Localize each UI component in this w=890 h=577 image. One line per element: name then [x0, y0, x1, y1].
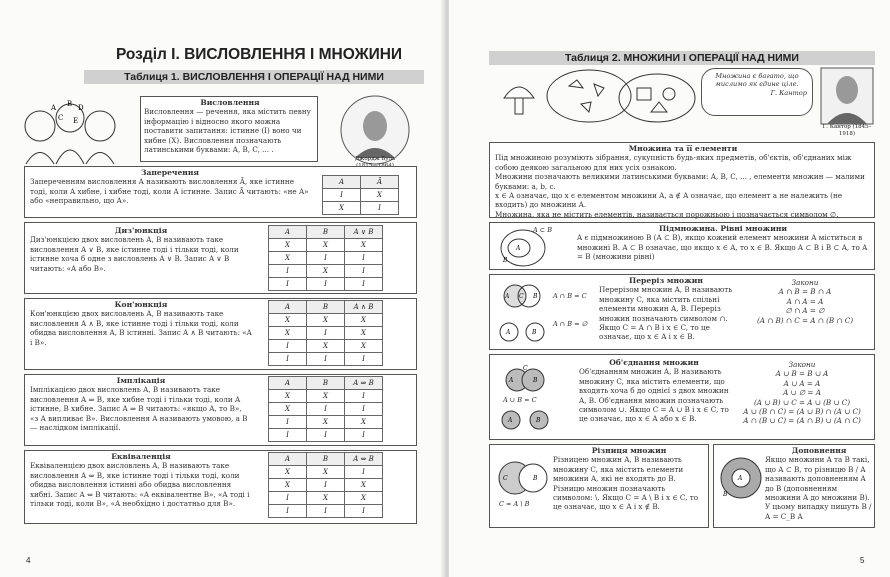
- truth-table-cell: Х: [307, 416, 345, 429]
- svg-text:E: E: [73, 117, 79, 125]
- truth-table-cell: A ∨ B: [345, 226, 383, 239]
- truth-table-row: [269, 466, 383, 479]
- intersection-laws: [739, 278, 871, 325]
- truth-table-cell: І: [307, 505, 345, 518]
- law-item: A ∪ ∅ = A: [783, 388, 821, 398]
- truth-table-cell: Х: [345, 239, 383, 252]
- subset-label: A ⊂ B: [533, 226, 553, 234]
- truth-table-cell: І: [345, 390, 383, 403]
- truth-table-cell: І: [345, 252, 383, 265]
- truth-table-cell: Х: [269, 327, 307, 340]
- page-title: Розділ I. ВИСЛОВЛЕННЯ І МНОЖИНИ: [115, 46, 403, 63]
- truth-table-cell: І: [345, 353, 383, 366]
- truth-table-row: [269, 239, 383, 252]
- svg-text:A: A: [516, 245, 521, 252]
- laws-title: Закони: [788, 360, 816, 369]
- truth-table-cell: Х: [307, 314, 345, 327]
- right-page: [449, 0, 890, 577]
- section-heading: Доповнення: [791, 446, 847, 455]
- zaperechennia-truth-table: [322, 175, 399, 215]
- truth-table-cell: A: [323, 176, 361, 189]
- intersection-label-2: A ∩ B = ∅: [553, 320, 588, 328]
- section-text: Запереченням висловлення A називають висловлення Ā, яке істинне тоді, коли A хибне, і хибне тоді, коли A істинне. Запис Ā читають: «не A» або «неправильно, що A».: [30, 177, 309, 206]
- truth-table-cell: Х: [345, 479, 383, 492]
- svg-text:A: A: [508, 417, 513, 424]
- truth-table-cell: B: [307, 453, 345, 466]
- table-title-bar: Таблиця 1. ВИСЛОВЛЕННЯ І ОПЕРАЦІЇ НАД НИМИ: [84, 70, 424, 84]
- section-text: Об'єднанням множин A, B називають множину C, яка містить елементи, що входять хоча б до однієї з двох множин A, B. Об'єднання множин позначають символом ∪. Якщо C = A ∪ B і x ∈ C, то це означає, що x ∈ A або x ∈ B.: [579, 367, 729, 424]
- truth-table-cell: B: [307, 226, 345, 239]
- svg-text:B: B: [536, 417, 541, 424]
- truth-table-row: [269, 301, 383, 314]
- truth-table-row: [269, 403, 383, 416]
- konyunktsiia-truth-table: [268, 300, 383, 366]
- truth-table-cell: Х: [307, 340, 345, 353]
- cantor-quote: [707, 72, 807, 97]
- svg-text:A: A: [738, 475, 743, 482]
- subset-section: [577, 224, 869, 262]
- truth-table-cell: І: [307, 252, 345, 265]
- section-heading: Висловлення: [200, 98, 260, 107]
- truth-table-row: [269, 377, 383, 390]
- dyzyunktsiia-section: [30, 226, 252, 273]
- truth-table-cell: І: [345, 278, 383, 291]
- sets-illustration: [489, 68, 699, 130]
- section-heading: Підмножина. Рівні множини: [658, 224, 788, 233]
- truth-table-cell: І: [345, 265, 383, 278]
- portrait-caption: Г. Кантор (1845–1918): [822, 124, 872, 137]
- truth-table-cell: І: [345, 466, 383, 479]
- truth-table-cell: І: [361, 202, 399, 215]
- page-number: 4: [26, 556, 31, 565]
- svg-text:B: B: [533, 377, 538, 384]
- truth-table-row: [269, 353, 383, 366]
- truth-table-cell: І: [307, 353, 345, 366]
- section-heading: Об'єднання множин: [609, 358, 699, 367]
- truth-table-row: [269, 265, 383, 278]
- truth-table-cell: A ∧ B: [345, 301, 383, 314]
- svg-text:B: B: [503, 257, 508, 264]
- section-heading: Диз'юнкція: [114, 226, 168, 235]
- table-title-bar: Таблиця 2. МНОЖИНИ І ОПЕРАЦІЇ НАД НИМИ: [489, 51, 875, 65]
- truth-table-cell: Х: [307, 492, 345, 505]
- truth-table-row: [269, 252, 383, 265]
- svg-text:C: C: [523, 365, 528, 372]
- truth-table-row: [269, 390, 383, 403]
- truth-table-cell: Х: [307, 466, 345, 479]
- zaperechennia-section: [30, 168, 310, 206]
- law-item: A ∩ (B ∪ C) = (A ∩ B) ∪ (A ∩ C): [743, 416, 861, 426]
- truth-table-cell: Х: [345, 416, 383, 429]
- intersection-section: [599, 276, 733, 342]
- section-heading: Переріз множин: [629, 276, 703, 285]
- truth-table-cell: Х: [345, 492, 383, 505]
- section-heading: Еквіваленція: [111, 452, 171, 461]
- implikatsiia-truth-table: [268, 376, 383, 442]
- truth-table-cell: A ⇔ B: [345, 453, 383, 466]
- law-item: A ∩ B = B ∩ A: [778, 287, 832, 297]
- page-number: 5: [860, 556, 865, 565]
- svg-text:A: A: [509, 377, 514, 384]
- truth-table-row: [323, 202, 399, 215]
- truth-table-row: [269, 416, 383, 429]
- truth-table-cell: Х: [269, 252, 307, 265]
- truth-table-row: [269, 429, 383, 442]
- truth-table-row: [269, 505, 383, 518]
- svg-text:D: D: [78, 104, 84, 112]
- children-illustration: [18, 96, 123, 166]
- truth-table-cell: І: [269, 492, 307, 505]
- intersection-label-1: A ∩ B = C: [553, 292, 587, 300]
- section-heading: Заперечення: [140, 168, 200, 177]
- law-item: A ∪ B = B ∪ A: [775, 369, 829, 379]
- svg-text:C: C: [58, 114, 64, 122]
- law-item: (A ∪ B) ∪ C = A ∪ (B ∪ C): [753, 397, 851, 407]
- union-laws: [733, 360, 871, 426]
- truth-table-row: [269, 453, 383, 466]
- elements-section: [495, 144, 871, 219]
- section-heading: Множина та її елементи: [628, 144, 738, 153]
- truth-table-cell: Х: [345, 327, 383, 340]
- svg-text:C: C: [519, 293, 524, 300]
- law-item: A ∩ A = A: [786, 296, 824, 306]
- truth-table-cell: І: [269, 416, 307, 429]
- complement-section: [765, 446, 873, 521]
- law-item: (A ∩ B) ∩ C = A ∩ (B ∩ C): [756, 315, 854, 325]
- truth-table-cell: І: [269, 278, 307, 291]
- truth-table-row: [269, 226, 383, 239]
- truth-table-cell: І: [323, 189, 361, 202]
- truth-table-cell: A: [269, 301, 307, 314]
- truth-table-cell: A: [269, 453, 307, 466]
- law-item: A ∪ (B ∩ C) = (A ∪ B) ∩ (A ∪ C): [743, 407, 861, 417]
- truth-table-row: [269, 314, 383, 327]
- truth-table-row: [323, 176, 399, 189]
- truth-table-row: [269, 340, 383, 353]
- truth-table-cell: A: [269, 377, 307, 390]
- section-text-2: Множини позначають великими латинськими буквами: A, B, C, ... , елементи множин — малими буквами: a, b, c.: [495, 172, 865, 191]
- vyslovlennia-section: [144, 98, 316, 154]
- truth-table-cell: Х: [307, 265, 345, 278]
- truth-table-cell: І: [269, 429, 307, 442]
- section-heading: Кон'юнкція: [114, 300, 168, 309]
- truth-table-cell: B: [307, 301, 345, 314]
- truth-table-row: [269, 492, 383, 505]
- section-text-3: x ∈ A означає, що x є елементом множини A, a ∉ A означає, що елемент a не належить (не входить) до множини A.: [495, 191, 843, 210]
- truth-table-cell: Х: [361, 189, 399, 202]
- intersection-venn: [495, 282, 555, 346]
- truth-table-row: [269, 278, 383, 291]
- svg-text:B: B: [533, 475, 538, 482]
- konyunktsiia-section: [30, 300, 252, 347]
- truth-table-cell: І: [269, 265, 307, 278]
- truth-table-row: [269, 479, 383, 492]
- truth-table-cell: Х: [323, 202, 361, 215]
- quote-text: Множина є багато, що мислимо як єдине ціле.: [715, 72, 799, 89]
- truth-table-cell: Х: [307, 390, 345, 403]
- ekvivalentsiia-section: [30, 452, 252, 508]
- section-text: Перерізом множин A, B називають множину C, яка містить спільні елементи множин A, B. Переріз множин позначають символом ∩. Якщо C = A ∩ B і x ∈ C, то це означає, що x ∈ A і x ∈ B.: [599, 285, 733, 342]
- truth-table-cell: І: [307, 327, 345, 340]
- portrait-caption: Джордж Буль: [354, 156, 396, 162]
- section-text: Різницею множин A, B називають множину C, яка містить елементи множини A, які не входять до B. Різницю множин позначають символом: \. Якщо C = A \ B і x ∈ C, то це означає, що x ∈ A і x ∉ B.: [553, 455, 699, 512]
- difference-label: C = A \ B: [499, 500, 530, 508]
- union-label: A ∪ B = C: [503, 396, 537, 404]
- truth-table-cell: І: [345, 429, 383, 442]
- difference-venn: [493, 458, 557, 502]
- section-text: Імплікацією двох висловлень A, B називають таке висловлення A ⇒ B, яке хибне тоді і тільки тоді, коли A істинне, B хибне. Запис A ⇒ B читають: «якщо A, то B», «з A випливає B». Висловлення A називають умовою, а B — наслідком імплікації.: [30, 385, 248, 433]
- dyzyunktsiia-truth-table: [268, 225, 383, 291]
- truth-table-cell: Х: [269, 314, 307, 327]
- svg-text:A: A: [51, 104, 57, 112]
- law-item: ∅ ∩ A = ∅: [785, 306, 825, 316]
- truth-table-cell: І: [307, 278, 345, 291]
- truth-table-cell: A: [269, 226, 307, 239]
- truth-table-cell: І: [307, 403, 345, 416]
- truth-table-cell: І: [307, 479, 345, 492]
- truth-table-cell: Х: [345, 340, 383, 353]
- truth-table-row: [269, 327, 383, 340]
- truth-table-cell: І: [307, 429, 345, 442]
- svg-text:C: C: [503, 475, 508, 482]
- truth-table-cell: Х: [307, 239, 345, 252]
- truth-table-cell: B: [307, 377, 345, 390]
- truth-table-cell: Х: [269, 390, 307, 403]
- svg-text:B: B: [533, 293, 538, 300]
- truth-table-cell: І: [269, 353, 307, 366]
- svg-text:B: B: [532, 329, 537, 336]
- section-text: Диз'юнкцією двох висловлень A, B називають таке висловлення A ∨ B, яке істинне тоді і тільки тоді, коли істинне хоча б одне з висловлень A ∨ B. Запис A ∨ B читають: «A або B».: [30, 235, 239, 273]
- ekvivalentsiia-truth-table: [268, 452, 383, 518]
- truth-table-cell: І: [345, 403, 383, 416]
- truth-table-cell: Х: [269, 479, 307, 492]
- truth-table-cell: І: [269, 340, 307, 353]
- truth-table-cell: Ā: [361, 176, 399, 189]
- difference-section: [553, 446, 705, 512]
- union-section: [579, 358, 729, 424]
- truth-table-cell: Х: [269, 239, 307, 252]
- svg-text:B: B: [723, 491, 728, 498]
- section-text: Кон'юнкцією двох висловлень A, B називають таке висловлення A ∧ B, яке істинне тоді і тільки тоді, коли обидва висловлення A, B істинні. Запис A ∧ B читають: «A і B».: [30, 309, 252, 347]
- svg-text:B: B: [67, 100, 73, 108]
- truth-table-cell: І: [345, 505, 383, 518]
- truth-table-cell: Х: [269, 403, 307, 416]
- section-text: Висловлення — речення, яка містить певну інформацію і відносно якого можна поставити запитання: істинне (І) воно чи хибне (Х). Висловлення позначають латинськими буквами: A, B, C, ... .: [144, 107, 311, 155]
- section-text-1: Під множиною розуміють зібрання, сукупність будь-яких предметів, об'єктів, об'єднаних між собою деякою загальною для них усіх ознакою.: [495, 153, 852, 172]
- complement-venn: [717, 454, 765, 502]
- truth-table-cell: І: [269, 505, 307, 518]
- implikatsiia-section: [30, 376, 252, 432]
- truth-table-cell: Х: [345, 314, 383, 327]
- section-text: Еквіваленцією двох висловлень A, B називають таке висловлення A ⇔ B, яке істинне тоді і тільки тоді, коли обидва висловлення істинні або обидва висловлення хибні. Запис A ⇔ B читають: «A еквівалентне B», «A тоді і тільки тоді, коли B», «A необхідно і достатньо для B».: [30, 461, 250, 509]
- quote-author: Г. Кантор: [770, 88, 807, 97]
- svg-text:A: A: [505, 293, 510, 300]
- truth-table-cell: Х: [269, 466, 307, 479]
- section-text-4: Множина, яка не містить елементів, називається порожньою і позначається символом ∅.: [495, 209, 839, 219]
- laws-title: Закони: [791, 278, 819, 287]
- section-heading: Імплікація: [116, 376, 166, 385]
- section-text: Якщо множини A та B такі, що A ⊂ B, то різницю B / A називають доповненням A до B (доповненням множини A до множини B). У цьому випадку пишуть B / A = C_B A: [765, 455, 872, 521]
- cantor-portrait: [819, 66, 875, 126]
- section-heading: Різниця множин: [591, 446, 667, 455]
- law-item: A ∪ A = A: [783, 378, 821, 388]
- svg-text:A: A: [506, 329, 511, 336]
- truth-table-cell: A ⇒ B: [345, 377, 383, 390]
- truth-table-row: [323, 189, 399, 202]
- section-text: A є підмножиною B (A ⊂ B), якщо кожний елемент множини A міститься в множині B. A ⊂ B означає, що якщо x ∈ A, то x ∈ B. Якщо A ⊂ B і B ⊂ A, то A = B (множини рівні): [577, 233, 868, 262]
